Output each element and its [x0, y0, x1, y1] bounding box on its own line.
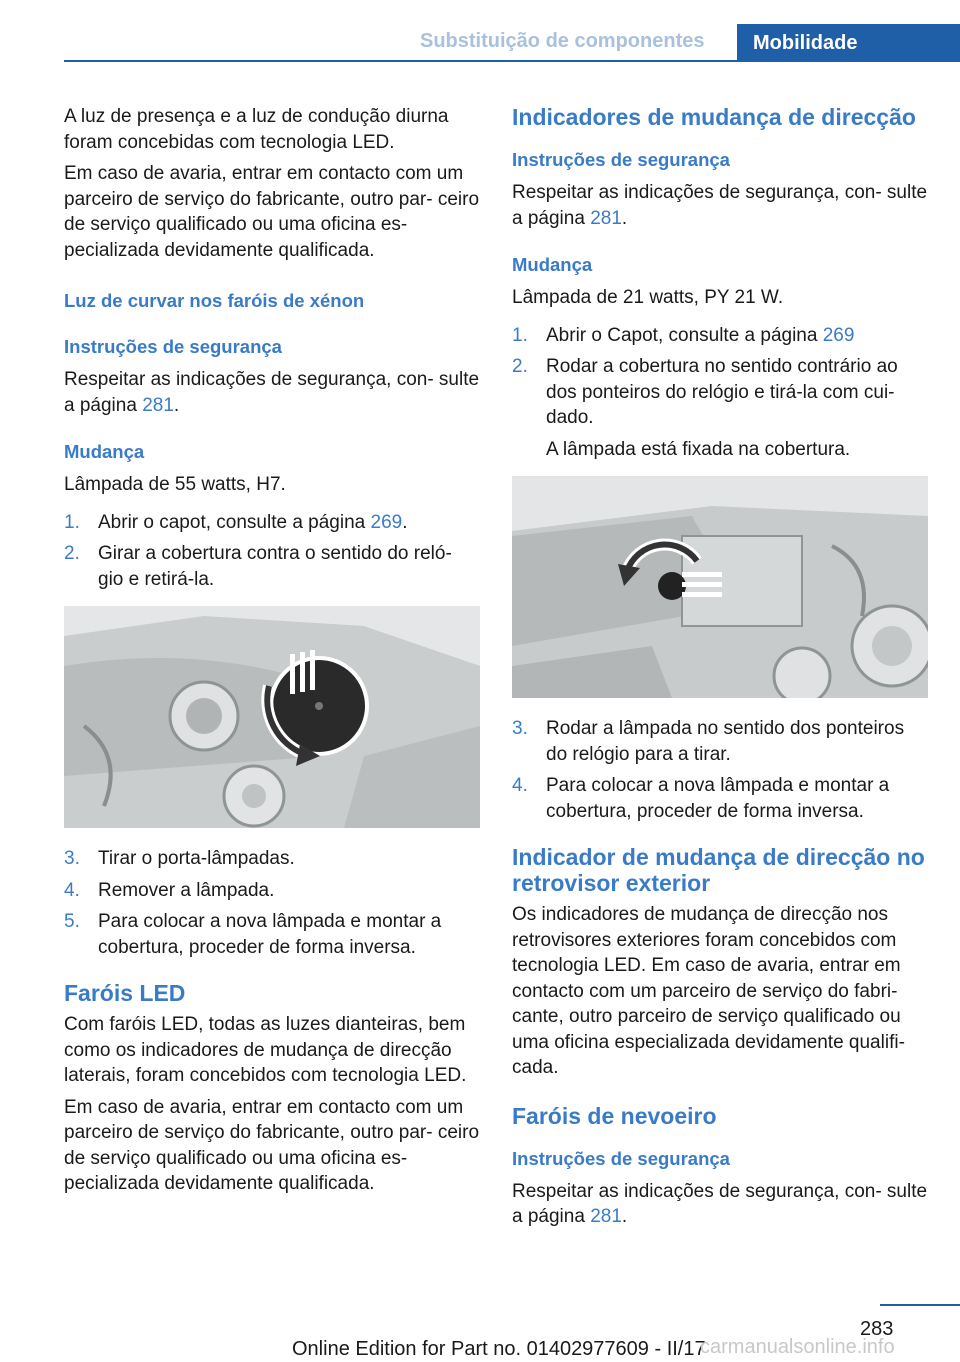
safety-paragraph: [512, 180, 928, 231]
running-header-section: Substituição de componentes: [420, 30, 705, 52]
step-number: 5.: [64, 911, 80, 932]
right-column: [512, 104, 928, 1236]
step-text: Para colocar a nova lâmpada e montar a cobertura, proceder de forma inversa.: [546, 775, 890, 822]
safety-text: Respeitar as indicações de segurança, con- sulte a página: [512, 1180, 928, 1227]
step-number: 3.: [64, 848, 80, 869]
list-item: [64, 878, 480, 904]
step-note: A lâmpada está fixada na cobertura.: [546, 438, 851, 460]
page-number: 283: [860, 1318, 894, 1340]
headlight-cover-illustration: [64, 606, 480, 828]
safety-text-end: .: [621, 207, 628, 229]
step-text: Girar a cobertura contra o sentido do reló- gio e retirá-la.: [98, 543, 452, 590]
safety-paragraph: [512, 1179, 928, 1230]
step-text: Rodar a lâmpada no sentido dos ponteiros do relógio para a tirar.: [546, 718, 905, 765]
safety-paragraph: [64, 367, 480, 418]
list-item: [512, 354, 928, 431]
heading-led-headlights: Faróis LED: [64, 980, 186, 1006]
step-number: 2.: [64, 543, 80, 564]
page-link[interactable]: 269: [370, 511, 403, 533]
paragraph: A luz de presença e a luz de condução diurna foram concebidas com tecnologia LED.: [64, 106, 449, 153]
safety-text: Respeitar as indicações de segurança, con- sulte a página: [512, 182, 928, 229]
heading-change: Mudança: [64, 441, 145, 462]
header-rule: [64, 60, 960, 62]
headlight-cover-figure: [64, 606, 480, 828]
heading-fog-lights: Faróis de nevoeiro: [512, 1102, 717, 1129]
list-item: [64, 909, 480, 960]
paragraph: Em caso de avaria, entrar em contacto com um parceiro de serviço do fabricante, outro par- ceiro de serviço qualificado ou uma oficina es- pecializada devidamente qualificada.: [64, 163, 480, 261]
step-text: Para colocar a nova lâmpada e montar a cobertura, proceder de forma inversa.: [98, 911, 442, 958]
running-header-chapter: Mobilidade: [737, 24, 960, 62]
safety-text: Respeitar as indicações de segurança, con- sulte a página: [64, 369, 480, 416]
list-item: [64, 541, 480, 592]
page-link[interactable]: 281: [590, 207, 622, 229]
step-number: 1.: [64, 511, 80, 533]
heading-curve-light: Luz de curvar nos faróis de xénon: [64, 290, 365, 311]
step-text: Tirar o porta-lâmpadas.: [98, 848, 295, 869]
step-number: 2.: [512, 356, 528, 377]
list-item: [512, 323, 928, 349]
step-text-end: .: [402, 511, 408, 533]
heading-change: Mudança: [512, 254, 593, 275]
paragraph: Com faróis LED, todas as luzes dianteiras, bem como os indicadores de mudança de direcção laterais, foram concebidos com tecnologia LED.: [64, 1014, 467, 1086]
bulb-spec: Lâmpada de 55 watts, H7.: [64, 474, 286, 495]
list-item: [64, 510, 480, 536]
turn-indicator-illustration: [512, 476, 928, 698]
page-link[interactable]: 281: [142, 394, 174, 416]
step-number: 4.: [64, 879, 80, 901]
paragraph: Os indicadores de mudança de direcção nos retrovisores exteriores foram concebidos com tecnologia LED. Em caso de avaria, entrar em contacto com um parceiro de serviço do fabri- cante, outro parceiro de serviço qualificado ou uma oficina especializada devidamente qualifi- cada.: [512, 904, 905, 1078]
heading-safety: Instruções de segurança: [512, 1147, 730, 1169]
edition-footer: Online Edition for Part no. 01402977609 - II/17: [292, 1338, 706, 1360]
step-number: 4.: [512, 775, 528, 796]
list-item: [512, 773, 928, 824]
paragraph: Em caso de avaria, entrar em contacto com um parceiro de serviço do fabricante, outro par- ceiro de serviço qualificado ou uma oficina es- pecializada devidamente qualificada.: [64, 1096, 480, 1194]
turn-indicator-figure: [512, 476, 928, 698]
heading-mirror-indicator: Indicador de mudança de direcção no retrovisor exterior: [512, 844, 925, 896]
heading-safety: Instruções de segurança: [512, 149, 730, 170]
step-text: Rodar a cobertura no sentido contrário ao dos ponteiros do relógio e tirá-la com cui- dado.: [546, 356, 898, 428]
heading-safety: Instruções de segurança: [64, 336, 282, 357]
left-column: [64, 104, 480, 1203]
watermark: carmanualsonline.info: [700, 1336, 895, 1358]
step-number: 3.: [512, 718, 528, 739]
step-text: Abrir o capot, consulte a página: [98, 511, 371, 533]
footer-rule: [880, 1304, 960, 1306]
list-item: [64, 846, 480, 872]
page-link[interactable]: 269: [822, 324, 855, 346]
step-text: Remover a lâmpada.: [98, 879, 275, 901]
list-item: [512, 716, 928, 767]
heading-turn-indicators: Indicadores de mudança de direcção: [512, 104, 916, 130]
page-link[interactable]: 281: [590, 1206, 622, 1227]
step-text: Abrir o Capot, consulte a página: [546, 324, 823, 346]
bulb-spec: Lâmpada de 21 watts, PY 21 W.: [512, 287, 784, 308]
step-number: 1.: [512, 324, 528, 346]
safety-text-end: .: [173, 394, 180, 416]
safety-text-end: .: [621, 1206, 628, 1227]
